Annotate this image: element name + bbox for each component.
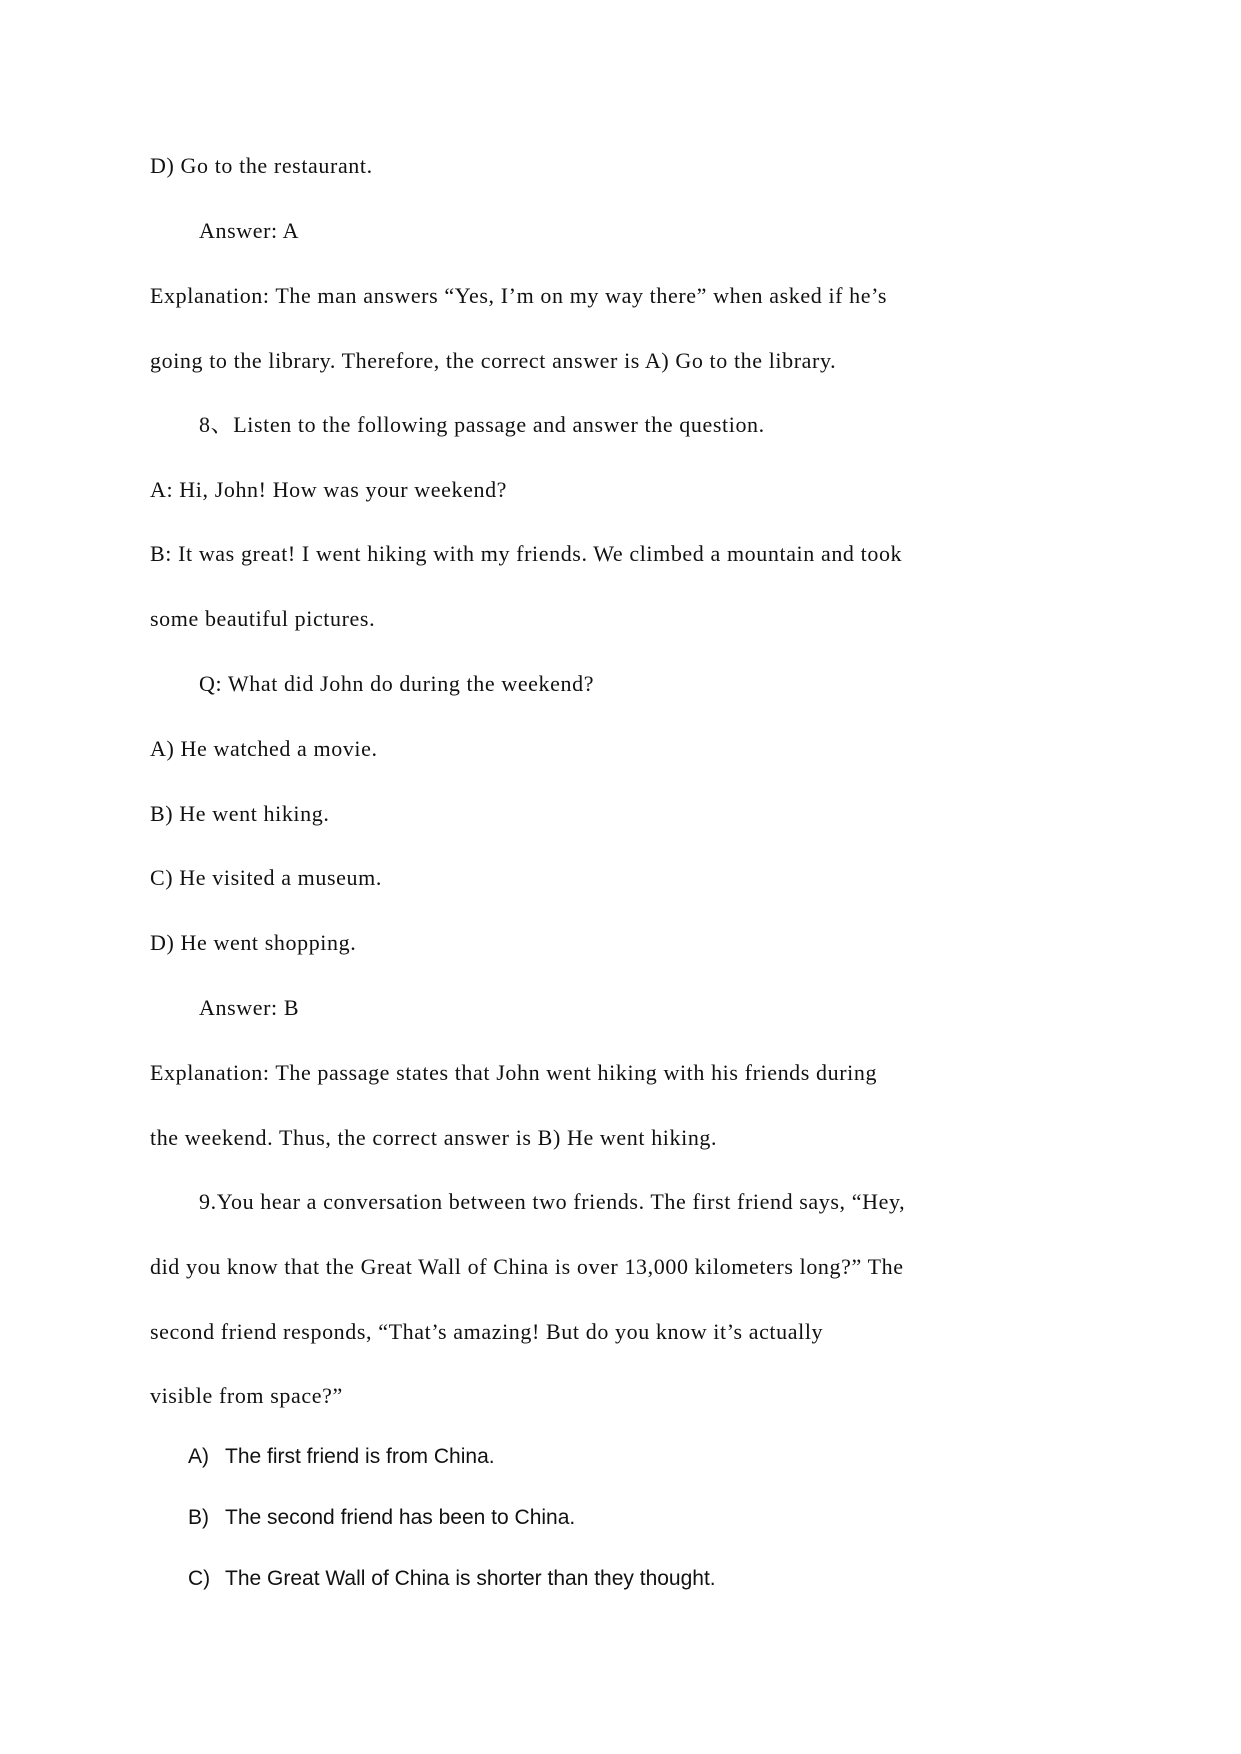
option-8b: B) He went hiking.	[150, 801, 330, 826]
question-9-line2: did you know that the Great Wall of China is over 13,000 kilometers long?” The	[150, 1254, 904, 1279]
question-9-line1: 9.You hear a conversation between two friends. The first friend says, “Hey,	[199, 1189, 906, 1214]
explanation-q7-line2: going to the library. Therefore, the correct answer is A) Go to the library.	[150, 348, 837, 373]
option-9a	[188, 1443, 495, 1471]
question-9-line3: second friend responds, “That’s amazing! But do you know it’s actually	[150, 1319, 824, 1344]
option-9b-text: The second friend has been to China.	[225, 1506, 576, 1529]
option-9c	[188, 1565, 716, 1593]
option-9c-letter: C)	[188, 1567, 211, 1590]
option-8d: D) He went shopping.	[150, 930, 357, 955]
question-9-line4: visible from space?”	[150, 1383, 343, 1408]
option-9c-text: The Great Wall of China is shorter than they thought.	[225, 1567, 716, 1590]
dialogue-line-b2: some beautiful pictures.	[150, 606, 376, 631]
dialogue-line-b1: B: It was great! I went hiking with my friends. We climbed a mountain and took	[150, 541, 903, 566]
dialogue-line-a: A: Hi, John! How was your weekend?	[150, 477, 508, 502]
question-8-heading: 8、Listen to the following passage and answer the question.	[199, 412, 765, 437]
explanation-q7-line1: Explanation: The man answers “Yes, I’m on my way there” when asked if he’s	[150, 283, 888, 308]
option-9a-text: The first friend is from China.	[225, 1445, 495, 1468]
option-9b-letter: B)	[188, 1506, 209, 1529]
explanation-q8-line2: the weekend. Thus, the correct answer is B) He went hiking.	[150, 1125, 718, 1150]
answer-q7: Answer: A	[199, 218, 300, 243]
option-8a: A) He watched a movie.	[150, 736, 378, 761]
option-8c: C) He visited a museum.	[150, 865, 382, 890]
answer-q8: Answer: B	[199, 995, 300, 1020]
question-8-q: Q: What did John do during the weekend?	[199, 671, 595, 696]
option-9b	[188, 1504, 575, 1532]
option-9a-letter: A)	[188, 1445, 209, 1468]
explanation-q8-line1: Explanation: The passage states that John went hiking with his friends during	[150, 1060, 878, 1085]
option-d-restaurant: D) Go to the restaurant.	[150, 153, 373, 178]
